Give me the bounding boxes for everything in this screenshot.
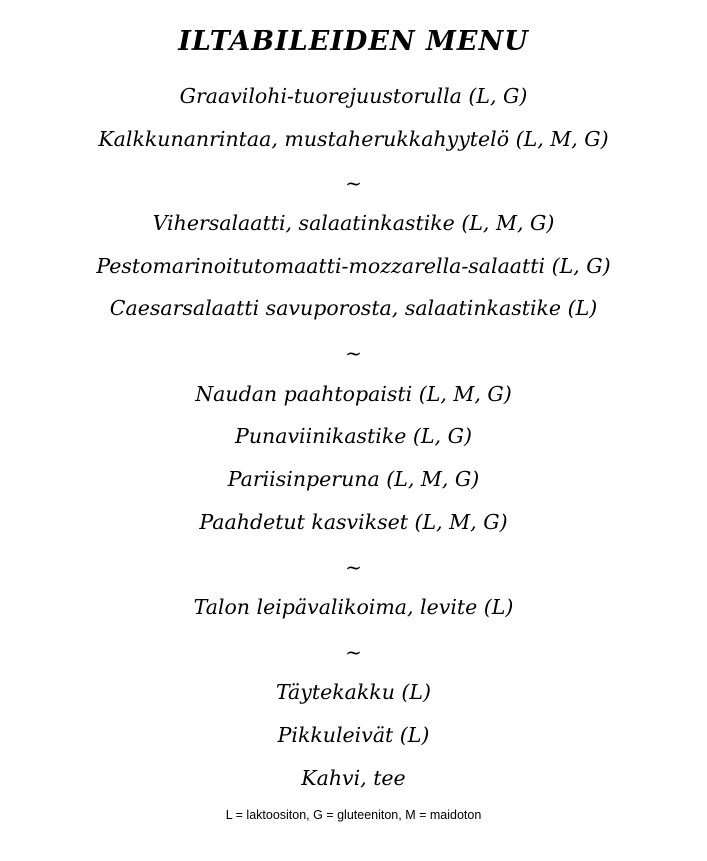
menu-item-pariisinperuna: Pariisinperuna (L, M, G) <box>227 467 480 491</box>
diet-legend: L = laktoositon, G = gluteeniton, M = maidoton <box>225 808 482 822</box>
menu-item-leipavalikoima: Talon leipävalikoima, levite (L) <box>193 595 514 619</box>
menu-item-paahtopaisti: Naudan paahtopaisti (L, M, G) <box>195 382 512 406</box>
menu-item-kahvi-tee: Kahvi, tee <box>301 766 406 790</box>
menu-item-caesarsalaatti: Caesarsalaatti savuporosta, salaatinkastike (L) <box>109 296 598 320</box>
menu-item-punaviinikastike: Punaviinikastike (L, G) <box>235 424 472 448</box>
section-separator: ~ <box>345 171 362 195</box>
menu-item-pestomarinoitutomaatti: Pestomarinoitutomaatti-mozzarella-salaatti (L, G) <box>96 254 611 278</box>
menu-item-taytekakku: Täytekakku (L) <box>275 680 432 704</box>
section-separator: ~ <box>345 640 362 664</box>
menu-title: ILTABILEIDEN MENU <box>178 26 529 57</box>
menu-item-pikkuleivat: Pikkuleivät (L) <box>277 723 430 747</box>
section-separator: ~ <box>345 555 362 579</box>
menu-item-graavilohi: Graavilohi-tuorejuustorulla (L, G) <box>179 84 528 108</box>
section-separator: ~ <box>345 341 362 365</box>
menu-item-kasvikset: Paahdetut kasvikset (L, M, G) <box>199 510 508 534</box>
menu-item-kalkkunanrintaa: Kalkkunanrintaa, mustaherukkahyytelö (L, M, G) <box>98 127 609 151</box>
menu-item-vihersalaatti: Vihersalaatti, salaatinkastike (L, M, G) <box>152 211 555 235</box>
